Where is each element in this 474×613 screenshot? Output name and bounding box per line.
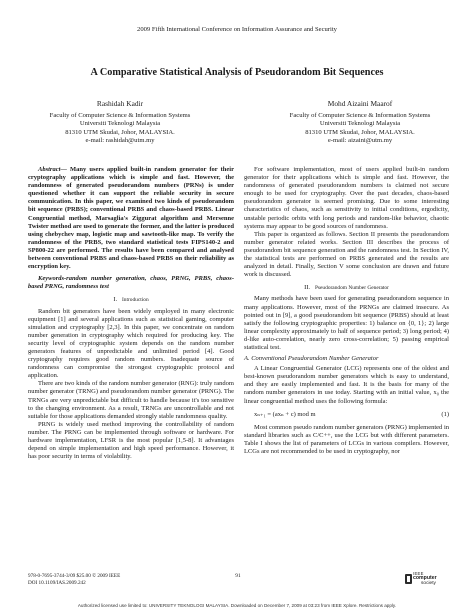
paragraph: There are two kinds of the random number generator (RNG): truly random number generator (TRNG) and pseudorandom number generator (PRNG). The TRNGs are very unpredictable but difficult to handle because it's too sensitive to the changing environment. As a result, TRNGs are uncontrollable and not suitable for those applications demanded strongly stable randomness quality. <box>28 380 234 420</box>
author-block-2 <box>255 100 465 146</box>
left-column <box>28 166 234 461</box>
conference-header: 2009 Fifth International Conference on Information Assurance and Security <box>137 26 337 33</box>
abstract-text: Many users applied built-in random generator for their cryptography applications which is simple and fast. However, the randomness of generated pseudorandom numbers (PRNs) is under questioned whether it can support the reliable security in secure communication. In this paper, we examined two kinds of pseudorandom bit sequence (PRBS); conventional PRBS and chaos-based PRBS. Linear Congruential method, Marsaglia's Ziggurat algorithm and Mersenne Twister method are used to generate the former, and the latter is produced using chebychev map, logistic map and sawtooth-like map. To verify the randomness of the PRBS, two standard statistical tests FIPS140-2 and SP800-22 are performed. The results have been compared and analysed between conventional PRBS and chaos-based PRBS on their reliability as encryption key. <box>28 166 234 271</box>
logo-society-text: society <box>421 581 436 586</box>
paragraph: Most common pseudo random number generators (PRNG) implemented in standard libraries such as C/C++, use the LCG but with different parameters. Table I shows the list of parameters of LCGs in various compilers. However, LCGs are not recommended to be used in cryptography, nor <box>244 423 449 455</box>
author-affiliation: Faculty of Computer Science & Information Systems <box>49 111 191 119</box>
abstract-label: Abstract— <box>38 166 67 173</box>
equation-text: xₙ₊₁ = (axₙ + c) mod m <box>254 410 316 418</box>
subsection-heading: A. Conventional Pseudorandom Number Generator <box>244 355 379 363</box>
paragraph: Random bit generators have been widely employed in many electronic equipment [1] and several applications such as statistical gaming, computer simulation and cryptography [2,3]. In this paper, we concentrate on random number generation in cryptography which required for producing key. The security level of cryptographic system depends on the random number generators features of unpredictable and unlimited period [4]. Good cryptography requires good random numbers. Inadequate source of randomness can compromise the strongest cryptographic protocol and application. <box>28 307 234 380</box>
equation-number: (1) <box>441 410 449 418</box>
paragraph: For software implementation, most of users applied built-in random generator for their applications which is simple and fast. However, the randomness of generated pseudorandom numbers is claimed not secure enough to be used for cryptography. Over the past decades, chaos-based pseudorandom generator is seemed promising. Due to some interesting characteristics of chaos, such as sensitivity to initial conditions, ergodicity, unstable periodic orbits with long periods and random-like behavior, chaotic systems may appear to be good sources of randomness. <box>244 166 449 230</box>
author-university: Universiti Teknologi Malaysia <box>79 120 161 128</box>
footer-isbn: 978-0-7695-3744-3/09 $25.00 © 2009 IEEE <box>28 573 121 579</box>
page-number: 91 <box>235 573 241 579</box>
author-affiliation: Faculty of Computer Science & Information Systems <box>289 111 431 119</box>
author-email: e-mail: aizaini@utm.my <box>327 137 393 145</box>
equation-1 <box>254 411 449 419</box>
paper-title: A Comparative Statistical Analysis of Pseudorandom Bit Sequences <box>90 67 384 78</box>
author-name: Rashidah Kadir <box>96 99 144 108</box>
section-heading-introduction <box>28 296 234 304</box>
author-university: Universiti Teknologi Malaysia <box>319 120 401 128</box>
logo-computer-text: computer <box>413 575 437 581</box>
footer-doi: DOI 10.1109/IAS.2009.242 <box>28 580 86 586</box>
author-email: e-mail: rashidah@utm.my <box>85 137 155 145</box>
section-title: Introduction <box>122 297 149 304</box>
author-address: 81310 UTM Skudai, Johor, MALAYSIA. <box>65 128 175 136</box>
section-heading-prng <box>244 284 449 292</box>
author-address: 81310 UTM Skudai, Johor, MALAYSIA. <box>305 128 415 136</box>
section-title: Pseudorandom Number Generator <box>314 285 389 292</box>
paragraph: Many methods have been used for generating pseudorandom sequence in many applications. However, most of the PRNGs are claimed insecure. As pointed out in [9], a good pseudorandom bit sequence (PRBS) should at least satisfy the following cryptographic properties: 1) balance on {0, 1}; 2) large linear complexity approximately to half of sequence period; 3) long period; 4) d-like auto-correlation, nearly zero cross-correlation; 5) passing empirical statistical test. <box>244 295 449 351</box>
logo-ieee-text: IEEE <box>413 571 424 576</box>
logo-mark-icon <box>405 574 412 584</box>
license-note: Authorized licensed use limited to: UNIVERSITY TEKNOLOGI MALAYSIA. Downloaded on December 7, 2009 at 03:23 from IEEE Xplore. Restrictions apply. <box>77 603 397 608</box>
author-block-1 <box>18 100 222 146</box>
abstract <box>28 166 234 271</box>
section-number: I. <box>113 296 118 304</box>
footer-info <box>28 573 188 587</box>
right-column <box>244 166 449 456</box>
paragraph: A Linear Congruential Generator (LCG) represents one of the oldest and best-known pseudorandom number generators which is easy to understand, and they are easily implemented and fast. It is the basis for many of the random number generators in use today. Starting with an initial value, x₀ the linear congruential method uses the following formula: <box>244 365 449 405</box>
author-name: Mohd Aizaini Maarof <box>327 99 393 108</box>
keywords: Keywords-random number generation, chaos, PRNG, PRBS, chaos-based PRNG, randomness test <box>28 275 234 291</box>
paragraph: PRNG is widely used method improving the controllability of random number. The PRNG can be implemented through software or hardware. For hardware implementation, LFSR is the most popular [1,5-8]. It advantages depend on simple implementation and high speed performance. However, it has poor security in terms of violability. <box>28 420 234 461</box>
paragraph: This paper is organized as follows. Section II presents the pseudorandom number generator related works. Section III describes the process of pseudorandom bit sequence generation and the randomness test. In Section IV, the statistical tests are performed on PRBS generated and the results are analyzed in detail. Finally, Section V some conclusion are drawn and future work is discussed. <box>244 230 449 279</box>
ieee-computer-society-logo <box>413 571 447 591</box>
section-number: II. <box>304 284 311 292</box>
